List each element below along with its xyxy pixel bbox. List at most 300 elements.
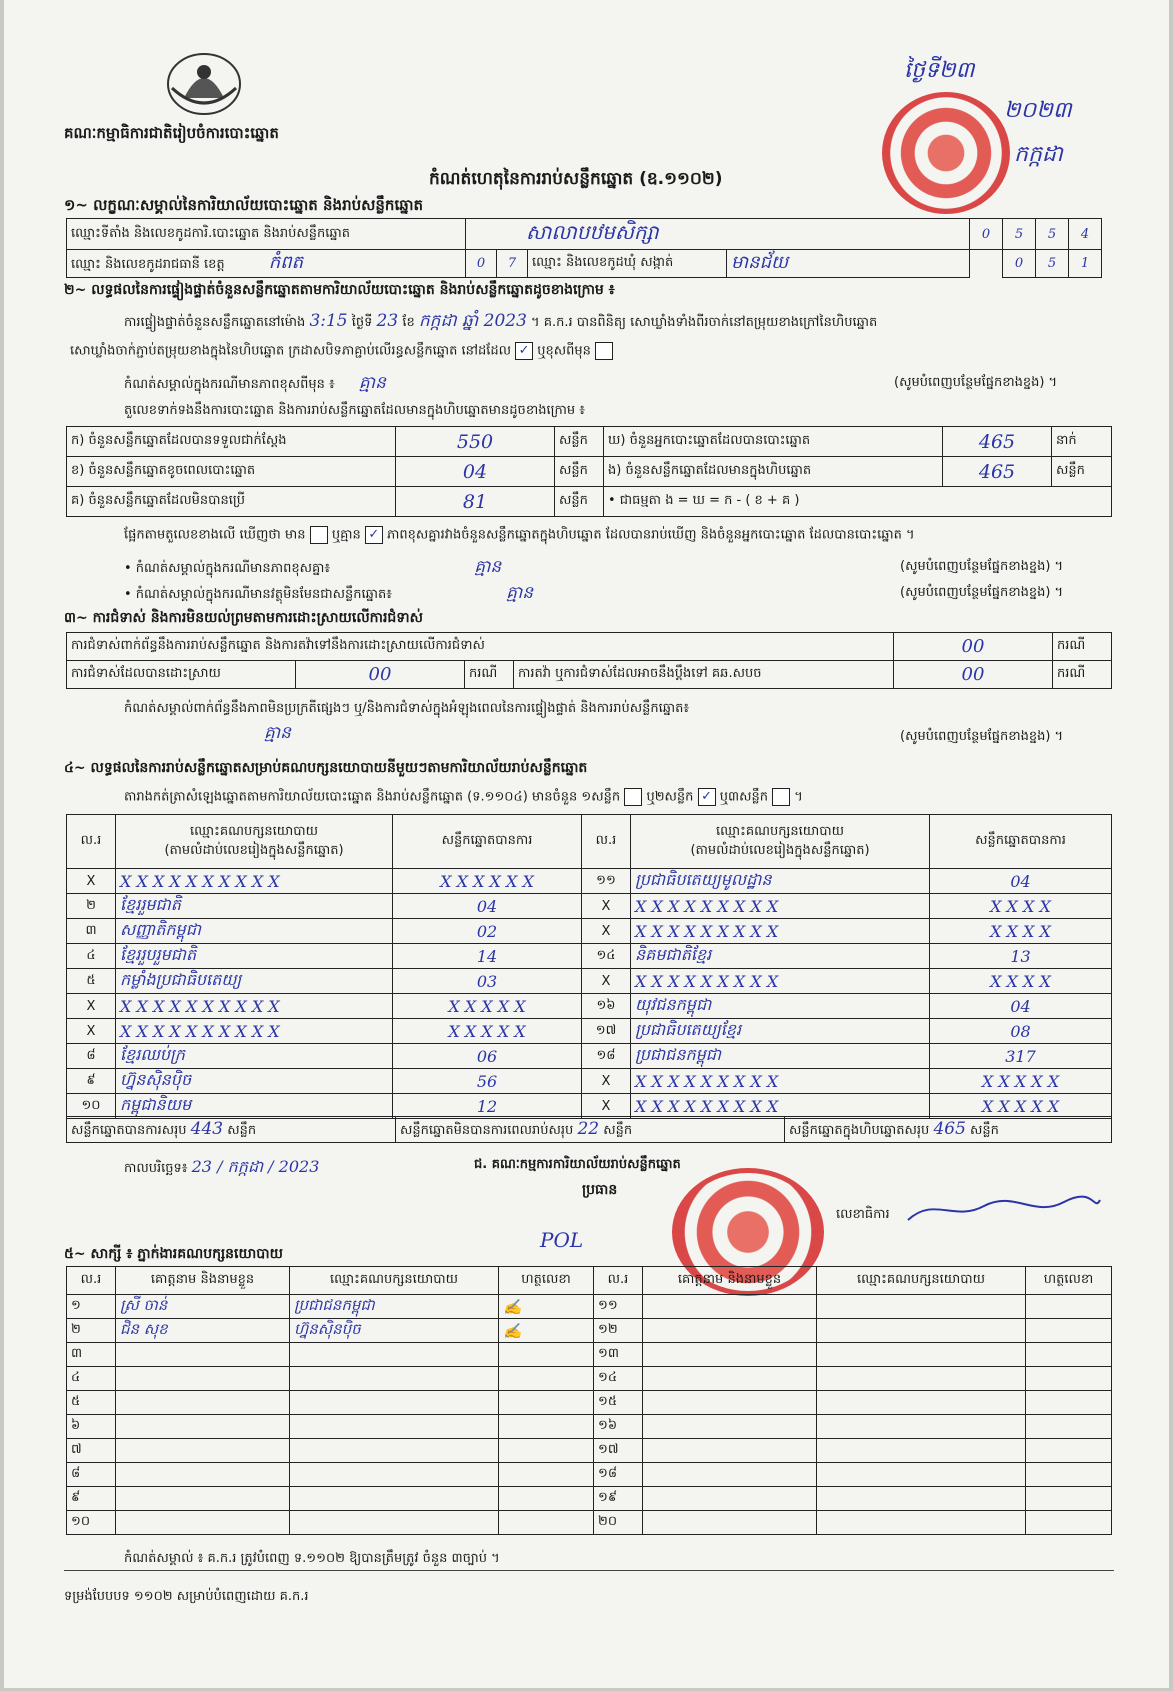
irregularity-note-label: កំណត់សម្គាល់ពាក់ព័ន្ធនឹងភាពមិនប្រក្រតីផ្សេងៗ ឬ/និងការជំទាស់ក្នុងអំឡុងពេលនៃការផ្ទៀងផ្ទាត់ និងការរាប់សន្លឹកឆ្នោត៖ xyxy=(124,701,690,716)
result-votes-left: X X X X X X xyxy=(393,869,582,894)
witness-name-right xyxy=(643,1295,817,1319)
three-sheets-checkbox[interactable] xyxy=(772,788,790,806)
section1-table xyxy=(66,218,1102,278)
witness-name-right xyxy=(643,1463,817,1487)
difference-note-label: កំណត់សម្គាល់ក្នុងករណីមានភាពខុសពីមុន ៖ xyxy=(124,377,335,392)
resolved-value: 00 xyxy=(296,661,465,689)
total-invalid-cell xyxy=(396,1117,785,1143)
bullet2-label: • កំណត់សម្គាល់ក្នុងករណីមានវត្ថុមិនមែនជាសន្លឹកឆ្នោត៖ xyxy=(124,587,392,602)
commune-code-spacer xyxy=(970,250,1003,278)
stamp-note-3: កក្កដា xyxy=(1014,142,1063,167)
verify-text-a: ការផ្ទៀងផ្ទាត់ចំនួនសន្លឹកឆ្នោតនៅម៉ោង xyxy=(124,315,306,330)
total-valid-value: 443 xyxy=(190,1118,224,1139)
result-party-right: X X X X X X X X X xyxy=(631,1069,930,1094)
witness-name-left xyxy=(116,1415,290,1439)
witness-sign-left xyxy=(499,1439,594,1463)
figures-intro: តួលេខទាក់ទងនឹងការបោះឆ្នោត និងការរាប់សន្លឹកឆ្នោតដែលមានក្នុងហិបឆ្នោតមានដូចខាងក្រោម ៖ xyxy=(124,403,585,418)
footer-divider xyxy=(64,1570,1114,1571)
witness-name-right xyxy=(643,1367,817,1391)
result-party-left: X X X X X X X X X X xyxy=(116,994,393,1019)
committee-name: គណៈកម្មាធិការជាតិរៀបចំការបោះឆ្នោត xyxy=(64,124,279,142)
verify-text-e2: ឬខុសពីមុន xyxy=(537,343,591,359)
result-no-left: ៨ xyxy=(67,1044,116,1069)
date-value: 23 / កក្កដា / 2023 xyxy=(191,1157,320,1176)
official-stamp-top xyxy=(882,92,1010,214)
witness-name-left xyxy=(116,1463,290,1487)
form-sheet xyxy=(4,0,1169,1688)
witness-party-left xyxy=(290,1415,499,1439)
witness-sign-left: ✍ xyxy=(499,1319,594,1343)
witness-row xyxy=(67,1295,1112,1319)
witness-col-sign-left: ហត្ថលេខា xyxy=(499,1267,594,1295)
result-votes-left: 02 xyxy=(393,919,582,944)
witness-no-right: ១៣ xyxy=(594,1343,643,1367)
results-row xyxy=(67,894,1112,919)
witness-col-sign-right: ហត្ថលេខា xyxy=(1026,1267,1112,1295)
ballots-in-box-label: ង) ចំនួនសន្លឹកឆ្នោតដែលមានក្នុងហិបឆ្នោត xyxy=(604,457,943,487)
commune-code-1: 0 xyxy=(1003,250,1036,278)
result-votes-right: 04 xyxy=(930,994,1112,1019)
stamp-note-2: ២០២៣ xyxy=(1004,98,1072,123)
bullet1-suffix: (សូមបំពេញបន្ថែមផ្នែកខាងខ្នង) ។ xyxy=(900,559,1064,574)
results-col-votes-left: សន្លឹកឆ្នោតបានការ xyxy=(393,815,582,869)
witness-col-name-right: គោត្តនាម និងនាមខ្លួន xyxy=(643,1267,817,1295)
voters-voted-label: ឃ) ចំនួនអ្នកបោះឆ្នោតដែលបានបោះឆ្នោត xyxy=(604,427,943,457)
location-code-2: 5 xyxy=(1003,219,1036,250)
results-col-party-left-title: ឈ្មោះគណបក្សនយោបាយ xyxy=(190,823,318,839)
different-checkbox[interactable] xyxy=(595,342,613,360)
result-votes-right: X X X X X xyxy=(930,1069,1112,1094)
witness-no-left: ១ xyxy=(67,1295,116,1319)
witness-no-left: ៦ xyxy=(67,1415,116,1439)
witness-no-left: ៤ xyxy=(67,1367,116,1391)
unused-ballots-unit: សន្លឹក xyxy=(555,487,604,517)
results-col-votes-right: សន្លឹកឆ្នោតបានការ xyxy=(930,815,1112,869)
result-no-left: ២ xyxy=(67,894,116,919)
result-party-left: សញ្ញាតិកម្ពុជា xyxy=(116,919,393,944)
difference-note-suffix: (សូមបំពេញបន្ថែមផ្នែកខាងខ្នង) ។ xyxy=(894,375,1058,390)
witness-no-left: ១០ xyxy=(67,1511,116,1535)
witness-sign-right xyxy=(1026,1415,1112,1439)
result-no-right: ១៤ xyxy=(582,944,631,969)
tally-intro-end: ។ xyxy=(794,789,803,805)
location-value: សាលាបឋមសិក្សា xyxy=(466,219,970,250)
result-no-left: ៣ xyxy=(67,919,116,944)
witness-sign-right xyxy=(1026,1367,1112,1391)
witness-party-right xyxy=(817,1391,1026,1415)
result-no-left: X xyxy=(67,869,116,894)
location-code-1: 0 xyxy=(970,219,1003,250)
witness-footnote: កំណត់សម្គាល់ ៖ គ.ក.រ ត្រូវបំពេញ ទ.១១០២ ឱ្យបានត្រឹមត្រូវ ចំនួន ៣ច្បាប់ ។ xyxy=(124,1551,500,1566)
total-valid-unit: សន្លឹក xyxy=(227,1122,257,1138)
commune-code-3: 1 xyxy=(1069,250,1102,278)
province-code-1: 0 xyxy=(466,250,497,278)
objections-unit: ករណី xyxy=(1053,633,1112,661)
result-party-right: X X X X X X X X X xyxy=(631,969,930,994)
total-box-cell xyxy=(785,1117,1112,1143)
results-row xyxy=(67,994,1112,1019)
date-label: កាលបរិច្ឆេទ៖ xyxy=(124,1161,188,1176)
witness-sign-left xyxy=(499,1415,594,1439)
witness-sign-left xyxy=(499,1511,594,1535)
witness-row xyxy=(67,1343,1112,1367)
result-party-left: ហ្វ៊ុនស៊ិនប៉ិច xyxy=(116,1069,393,1094)
witness-no-right: ១៩ xyxy=(594,1487,643,1511)
result-party-right: ប្រជាធិបតេយ្យមូលដ្ឋាន xyxy=(631,869,930,894)
result-no-right: ១១ xyxy=(582,869,631,894)
total-valid-label: សន្លឹកឆ្នោតបានការសរុប xyxy=(71,1122,187,1138)
result-votes-left: X X X X X xyxy=(393,994,582,1019)
witness-col-party-left: ឈ្មោះគណបក្សនយោបាយ xyxy=(290,1267,499,1295)
total-invalid-value: 22 xyxy=(577,1118,600,1139)
witness-party-right xyxy=(817,1511,1026,1535)
witness-row xyxy=(67,1487,1112,1511)
witness-party-right xyxy=(817,1415,1026,1439)
spoiled-ballots-unit: សន្លឹក xyxy=(555,457,604,487)
witness-no-left: ៩ xyxy=(67,1487,116,1511)
witness-sign-left xyxy=(499,1391,594,1415)
witness-no-right: ១២ xyxy=(594,1319,643,1343)
verify-text-c: ខែ xyxy=(402,315,415,330)
irregularity-note-suffix: (សូមបំពេញបន្ថែមផ្នែកខាងខ្នង) ។ xyxy=(900,729,1064,744)
total-box-label: សន្លឹកឆ្នោតក្នុងហិបឆ្នោតសរុប xyxy=(789,1122,930,1138)
result-votes-right: X X X X xyxy=(930,919,1112,944)
footer-text: ទម្រង់បែបបទ ១១០២ សម្រាប់បំពេញដោយ គ.ក.រ xyxy=(64,1589,309,1604)
witness-no-right: ១៨ xyxy=(594,1463,643,1487)
witness-row xyxy=(67,1415,1112,1439)
witness-party-right xyxy=(817,1319,1026,1343)
result-votes-right: X X X X X xyxy=(930,1094,1112,1119)
witness-row xyxy=(67,1391,1112,1415)
result-party-left: ខ្មែររួមជាតិ xyxy=(116,894,393,919)
result-party-left: កម្លាំងប្រជាធិបតេយ្យ xyxy=(116,969,393,994)
witness-party-right xyxy=(817,1367,1026,1391)
province-value: កំពត xyxy=(268,252,304,273)
result-no-left: ១០ xyxy=(67,1094,116,1119)
witness-name-left: ស្រី ចាន់ xyxy=(116,1295,290,1319)
results-totals xyxy=(66,1116,1112,1143)
results-col-party-left xyxy=(116,815,393,869)
witness-party-left xyxy=(290,1343,499,1367)
witness-row xyxy=(67,1511,1112,1535)
witness-no-right: ១៦ xyxy=(594,1415,643,1439)
appeal-unit: ករណី xyxy=(1053,661,1112,689)
witness-party-right xyxy=(817,1295,1026,1319)
witness-name-right xyxy=(643,1415,817,1439)
total-valid-cell xyxy=(67,1117,396,1143)
formula-note: • ជាធម្មតា ង = ឃ = ក - ( ខ + គ ) xyxy=(604,487,1112,517)
witness-sign-right xyxy=(1026,1487,1112,1511)
two-sheets-checkbox[interactable]: ✓ xyxy=(698,788,716,806)
result-party-left: X X X X X X X X X X xyxy=(116,1019,393,1044)
witness-party-right xyxy=(817,1487,1026,1511)
bullet-nonballot-line xyxy=(124,582,533,607)
witness-col-no-left: ល.រ xyxy=(67,1267,116,1295)
verify-paragraph-2 xyxy=(70,342,613,362)
witness-no-right: ១៥ xyxy=(594,1391,643,1415)
result-party-left: X X X X X X X X X X xyxy=(116,869,393,894)
section4-heading: ៤~ លទ្ធផលនៃការរាប់សន្លឹកឆ្នោតសម្រាប់គណបក្សនយោបាយនីមួយៗតាមការិយាល័យរាប់សន្លឹកឆ្នោត xyxy=(64,760,588,776)
difference-text-1: ផ្អែកតាមតួលេខខាងលើ ឃើញថា មាន xyxy=(124,527,306,543)
witness-name-right xyxy=(643,1487,817,1511)
verify-month-year: កក្កដា ឆ្នាំ 2023 xyxy=(418,311,527,331)
result-party-left: ខ្មែររួបរួមជាតិ xyxy=(116,944,393,969)
ballots-in-box-unit: សន្លឹក xyxy=(1052,457,1112,487)
witness-name-right xyxy=(643,1439,817,1463)
results-row xyxy=(67,1019,1112,1044)
witness-sign-right xyxy=(1026,1511,1112,1535)
results-row xyxy=(67,1069,1112,1094)
bullet2-suffix: (សូមបំពេញបន្ថែមផ្នែកខាងខ្នង) ។ xyxy=(900,585,1064,600)
resolved-label: ការជំទាស់ដែលបានដោះស្រាយ xyxy=(67,661,296,689)
results-col-party-left-sub: (តាមលំដាប់លេខរៀងក្នុងសន្លឹកឆ្នោត) xyxy=(164,842,344,858)
witness-name-left xyxy=(116,1343,290,1367)
witness-name-left xyxy=(116,1511,290,1535)
appeal-label: ការតវ៉ា ឬការជំទាស់ដែលអាចនឹងប្តឹងទៅ គឆ.សបច xyxy=(514,661,894,689)
received-ballots-value: 550 xyxy=(396,427,555,457)
witness-party-right xyxy=(817,1463,1026,1487)
result-votes-right: 317 xyxy=(930,1044,1112,1069)
secretary-label: លេខាធិការ xyxy=(836,1207,890,1222)
total-box-unit: សន្លឹក xyxy=(970,1122,999,1138)
verify-paragraph-1 xyxy=(124,310,877,335)
results-row xyxy=(67,1044,1112,1069)
witness-sign-left xyxy=(499,1487,594,1511)
witness-sign-left: ✍ xyxy=(499,1295,594,1319)
results-col-party-right-title: ឈ្មោះគណបក្សនយោបាយ xyxy=(716,823,844,839)
result-party-right: ប្រជាជនកម្ពុជា xyxy=(631,1044,930,1069)
figures-table xyxy=(66,426,1112,517)
witness-row xyxy=(67,1319,1112,1343)
witness-no-right: ២០ xyxy=(594,1511,643,1535)
result-votes-left: 04 xyxy=(393,894,582,919)
president-title: ប្រធាន xyxy=(582,1182,618,1198)
witness-row xyxy=(67,1367,1112,1391)
result-votes-left: 56 xyxy=(393,1069,582,1094)
spoiled-ballots-label: ខ) ចំនួនសន្លឹកឆ្នោតខូចពេលបោះឆ្នោត xyxy=(67,457,396,487)
witness-no-left: ៥ xyxy=(67,1391,116,1415)
witness-table xyxy=(66,1266,1112,1535)
verify-text-d: ។ គ.ក.រ បានពិនិត្យ សោឃ្លាំងទាំងពីរចាក់នៅតម្រុយខាងក្រៅនៃហិបឆ្នោត xyxy=(531,315,878,330)
witness-no-right: ១៤ xyxy=(594,1367,643,1391)
secretary-signature xyxy=(904,1192,1104,1228)
result-party-right: X X X X X X X X X xyxy=(631,894,930,919)
result-no-right: X xyxy=(582,969,631,994)
difference-text-2: ឬគ្មាន xyxy=(331,527,361,543)
witness-party-left xyxy=(290,1439,499,1463)
witness-name-left xyxy=(116,1367,290,1391)
result-votes-left: X X X X X xyxy=(393,1019,582,1044)
witness-sign-left xyxy=(499,1343,594,1367)
witness-party-left xyxy=(290,1487,499,1511)
commune-label: ឈ្មោះ និងលេខកូដឃុំ សង្កាត់ xyxy=(528,250,727,278)
appeal-value: 00 xyxy=(894,661,1053,689)
witness-party-left xyxy=(290,1463,499,1487)
witness-party-left: ប្រជាជនកម្ពុជា xyxy=(290,1295,499,1319)
result-no-left: X xyxy=(67,994,116,1019)
witness-col-party-right: ឈ្មោះគណបក្សនយោបាយ xyxy=(817,1267,1026,1295)
objections-label: ការជំទាស់ពាក់ព័ន្ធនឹងការរាប់សន្លឹកឆ្នោត និងការតវ៉ាទៅនឹងការដោះស្រាយលើការជំទាស់ xyxy=(67,633,894,661)
bullet1-label: • កំណត់សម្គាល់ក្នុងករណីមានភាពខុសគ្នា៖ xyxy=(124,561,331,576)
difference-note-line xyxy=(124,372,386,397)
results-col-no-left: ល.រ xyxy=(67,815,116,869)
spoiled-ballots-value: 04 xyxy=(396,457,555,487)
witness-sign-right xyxy=(1026,1319,1112,1343)
witness-party-right xyxy=(817,1439,1026,1463)
section3-heading: ៣~ ការជំទាស់ និងការមិនយល់ព្រមតាមការដោះស្រាយលើការជំទាស់ xyxy=(64,610,423,626)
province-label xyxy=(67,250,466,278)
witness-name-right xyxy=(643,1511,817,1535)
result-votes-left: 12 xyxy=(393,1094,582,1119)
witness-party-left xyxy=(290,1511,499,1535)
result-party-right: X X X X X X X X X xyxy=(631,1094,930,1119)
results-row xyxy=(67,944,1112,969)
same-checkbox[interactable]: ✓ xyxy=(515,342,533,360)
location-code-3: 5 xyxy=(1036,219,1069,250)
stamp-note-1: ថ្ងៃទី២៣ xyxy=(904,58,975,83)
result-no-left: ៩ xyxy=(67,1069,116,1094)
section2-heading: ២~ លទ្ធផលនៃការផ្ទៀងផ្ទាត់ចំនួនសន្លឹកឆ្នោតតាមការិយាល័យបោះឆ្នោត និងរាប់សន្លឹកឆ្នោតដូចខាងក្រោម ៖ xyxy=(64,282,615,298)
witness-name-right xyxy=(643,1319,817,1343)
total-invalid-label: សន្លឹកឆ្នោតមិនបានការពេលរាប់សរុប xyxy=(400,1122,574,1138)
witness-name-left xyxy=(116,1439,290,1463)
result-no-right: X xyxy=(582,1094,631,1119)
tally-intro: តារាងកត់ត្រាសំឡេងឆ្នោតតាមការិយាល័យបោះឆ្នោត និងរាប់សន្លឹកឆ្នោត (ទ.១១០៤) មានចំនួន ១សន្លឹក xyxy=(124,789,621,805)
total-invalid-unit: សន្លឹក xyxy=(603,1122,633,1138)
has-difference-checkbox[interactable] xyxy=(310,526,328,544)
commune-value: មានជ័យ xyxy=(727,250,970,278)
result-votes-right: 04 xyxy=(930,869,1112,894)
date-line xyxy=(124,1156,319,1180)
bullet2-value: គ្មាន xyxy=(506,583,534,603)
total-box-value: 465 xyxy=(933,1118,966,1139)
witness-name-right xyxy=(643,1343,817,1367)
difference-text-3: ភាពខុសគ្នារវាងចំនួនសន្លឹកឆ្នោតក្នុងហិបឆ្នោត ដែលបានរាប់ឃើញ និងចំនួនអ្នកបោះឆ្នោត ដែលបានបោះឆ្នោត ។ xyxy=(387,527,915,543)
witness-col-name-left: គោត្តនាម និងនាមខ្លួន xyxy=(116,1267,290,1295)
received-ballots-label: ក) ចំនួនសន្លឹកឆ្នោតដែលបានទទួលជាក់ស្តែង xyxy=(67,427,396,457)
witness-sign-right xyxy=(1026,1391,1112,1415)
voters-voted-unit: នាក់ xyxy=(1052,427,1112,457)
tally-intro-3: ឬ៣សន្លឹក xyxy=(719,789,768,805)
resolved-unit: ករណី xyxy=(465,661,514,689)
result-no-left: ៥ xyxy=(67,969,116,994)
province-label-text: ឈ្មោះ និងលេខកូដរាជធានី ខេត្ត xyxy=(71,257,225,272)
one-sheet-checkbox[interactable] xyxy=(624,788,642,806)
results-row xyxy=(67,1094,1112,1119)
objections-value: 00 xyxy=(894,633,1053,661)
result-no-left: ៤ xyxy=(67,944,116,969)
results-row xyxy=(67,969,1112,994)
result-party-right: X X X X X X X X X xyxy=(631,919,930,944)
witness-sign-right xyxy=(1026,1295,1112,1319)
verify-day: 23 xyxy=(376,311,399,331)
section5-heading: ៥~ សាក្សី ៖ ភ្នាក់ងារគណបក្សនយោបាយ xyxy=(64,1246,283,1262)
witness-col-no-right: ល.រ xyxy=(594,1267,643,1295)
witness-party-right xyxy=(817,1343,1026,1367)
result-party-right: និគមជាតិខ្មែរ xyxy=(631,944,930,969)
result-no-right: ១៦ xyxy=(582,994,631,1019)
result-party-left: កម្ពុជានិយម xyxy=(116,1094,393,1119)
result-party-right: ប្រជាធិបតេយ្យខ្មែរ xyxy=(631,1019,930,1044)
witness-party-left: ហ្វ៊ុនស៊ិនប៉ិច xyxy=(290,1319,499,1343)
witness-sign-left xyxy=(499,1463,594,1487)
commune-code-2: 5 xyxy=(1036,250,1069,278)
result-votes-right: 08 xyxy=(930,1019,1112,1044)
irregularity-note-value: គ្មាន xyxy=(264,723,291,743)
tally-sheet-line xyxy=(124,788,803,808)
witness-no-left: ៣ xyxy=(67,1343,116,1367)
results-col-no-right: ល.រ xyxy=(582,815,631,869)
witness-row xyxy=(67,1463,1112,1487)
voters-voted-value: 465 xyxy=(943,427,1052,457)
witness-sign-right xyxy=(1026,1463,1112,1487)
unused-ballots-label: គ) ចំនួនសន្លឹកឆ្នោតដែលមិនបានប្រើ xyxy=(67,487,396,517)
witness-sign-right xyxy=(1026,1439,1112,1463)
witness-sign-right xyxy=(1026,1343,1112,1367)
results-col-party-right xyxy=(631,815,930,869)
result-no-right: X xyxy=(582,894,631,919)
bullet1-value: គ្មាន xyxy=(474,557,502,577)
unused-ballots-value: 81 xyxy=(396,487,555,517)
result-no-right: X xyxy=(582,919,631,944)
result-no-left: X xyxy=(67,1019,116,1044)
result-votes-right: 13 xyxy=(930,944,1112,969)
witness-sign-left xyxy=(499,1367,594,1391)
no-difference-checkbox[interactable]: ✓ xyxy=(365,526,383,544)
witness-name-left xyxy=(116,1487,290,1511)
witness-no-right: ១១ xyxy=(594,1295,643,1319)
result-votes-left: 14 xyxy=(393,944,582,969)
emblem-logo xyxy=(162,48,246,120)
results-row xyxy=(67,869,1112,894)
witness-no-left: ២ xyxy=(67,1319,116,1343)
witness-name-left: ជិន សុខ xyxy=(116,1319,290,1343)
committee-signoff: ជ. គណៈកម្មការការិយាល័យរាប់សន្លឹកឆ្នោត xyxy=(474,1157,681,1172)
result-votes-left: 03 xyxy=(393,969,582,994)
result-no-right: ១៧ xyxy=(582,1019,631,1044)
witness-party-left xyxy=(290,1367,499,1391)
party-results-table xyxy=(66,814,1112,1119)
verify-text-b: ថ្ងៃទី xyxy=(351,315,373,330)
result-votes-left: 06 xyxy=(393,1044,582,1069)
result-no-right: ១៨ xyxy=(582,1044,631,1069)
witness-party-left xyxy=(290,1391,499,1415)
location-label: ឈ្មោះទីតាំង និងលេខកូដការិ.បោះឆ្នោត និងរាប់សន្លឹកឆ្នោត xyxy=(67,219,466,250)
witness-row xyxy=(67,1439,1112,1463)
result-votes-right: X X X X xyxy=(930,894,1112,919)
tally-intro-2: ឬ២សន្លឹក xyxy=(646,789,694,805)
difference-line xyxy=(124,526,915,546)
objections-table xyxy=(66,632,1112,689)
results-col-party-right-sub: (តាមលំដាប់លេខរៀងក្នុងសន្លឹកឆ្នោត) xyxy=(690,842,870,858)
results-row xyxy=(67,919,1112,944)
witness-no-right: ១៧ xyxy=(594,1439,643,1463)
ballots-in-box-value: 465 xyxy=(943,457,1052,487)
bullet-difference-line xyxy=(124,556,501,581)
witness-name-left xyxy=(116,1391,290,1415)
witness-no-left: ៨ xyxy=(67,1463,116,1487)
section1-heading: ១~ លក្ខណៈសម្គាល់នៃការិយាល័យបោះឆ្នោត និងរាប់សន្លឹកឆ្នោត xyxy=(64,196,424,214)
witness-name-right xyxy=(643,1391,817,1415)
form-title: កំណត់ហេតុនៃការរាប់សន្លឹកឆ្នោត (ឧ.១១០២) xyxy=(429,169,723,189)
verify-time: 3:15 xyxy=(309,311,348,331)
result-party-left: ខ្មែរឈប់ក្រ xyxy=(116,1044,393,1069)
president-signature: POL xyxy=(540,1228,584,1252)
witness-no-left: ៧ xyxy=(67,1439,116,1463)
verify-text-e: សោឃ្លាំងចាក់ភ្ជាប់តម្រុយខាងក្នុងនៃហិបឆ្នោត ក្រដាសបិទភាគ្ជាប់លើរន្ធសន្លឹកឆ្នោត នៅដដែល xyxy=(70,343,511,359)
difference-note-value: គ្មាន xyxy=(358,373,386,393)
location-code-4: 4 xyxy=(1069,219,1102,250)
